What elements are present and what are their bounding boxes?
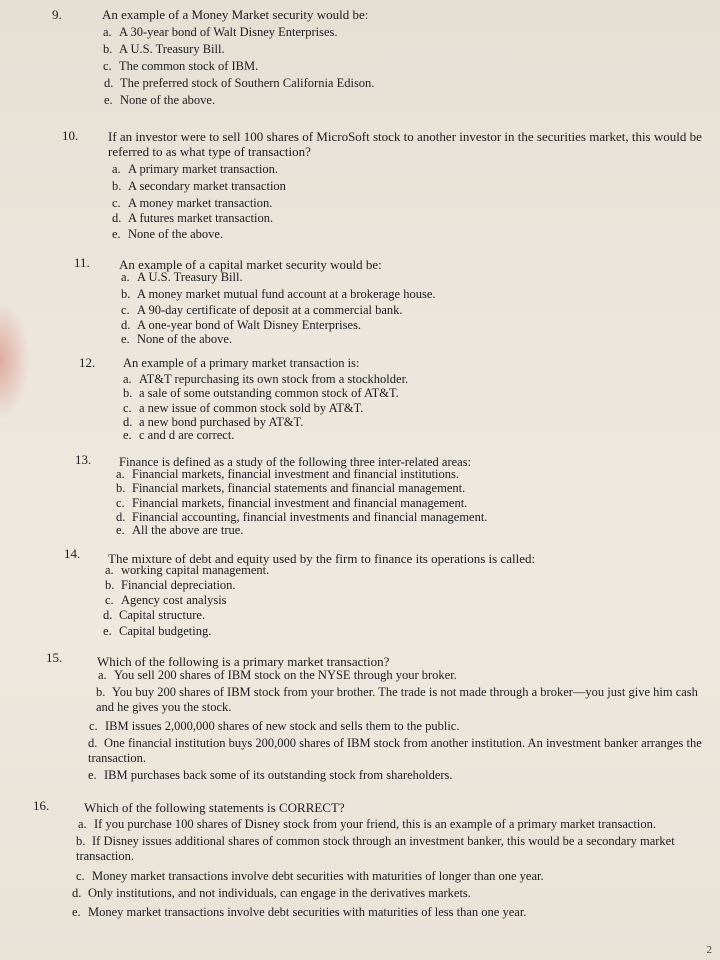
question-number: 10. <box>62 128 79 143</box>
option-text: a sale of some outstanding common stock of AT&T. <box>139 386 399 400</box>
option-letter: e. <box>104 93 113 107</box>
option-text: A 90-day certificate of deposit at a commercial bank. <box>137 303 403 317</box>
option-letter: a. <box>103 25 112 39</box>
option-letter: a. <box>105 563 114 577</box>
option-b <box>103 42 225 57</box>
option-letter: d. <box>72 886 82 900</box>
question-number: 9. <box>52 7 62 22</box>
option-b <box>116 481 465 496</box>
option-d <box>104 76 374 91</box>
option-e <box>121 332 232 347</box>
option-text: If you purchase 100 shares of Disney stock from your friend, this is an example of a primary market transaction. <box>94 817 656 831</box>
option-text: a new issue of common stock sold by AT&T. <box>139 401 364 415</box>
option-letter: d. <box>123 415 133 429</box>
option-a <box>78 817 656 832</box>
option-b <box>121 287 436 302</box>
option-text: Agency cost analysis <box>121 593 227 607</box>
option-letter: d. <box>116 510 126 524</box>
option-b <box>105 578 236 593</box>
question-prompt: An example of a Money Market security would be: <box>102 7 369 22</box>
option-letter: e. <box>121 332 130 346</box>
page-corner-mark: 2 <box>706 944 712 956</box>
finger-shadow <box>0 300 30 420</box>
option-e <box>104 93 215 108</box>
option-letter: b. <box>96 685 106 699</box>
option-letter: e. <box>103 624 112 638</box>
option-b <box>96 685 706 715</box>
option-text: One financial institution buys 200,000 shares of IBM stock from another institution. An investment banker arranges the transaction. <box>88 736 702 765</box>
option-b <box>76 834 712 864</box>
option-e <box>103 624 211 639</box>
option-letter: b. <box>103 42 113 56</box>
option-e <box>116 523 243 538</box>
option-d <box>72 886 471 901</box>
option-text: Money market transactions involve debt securities with maturities of less than one year. <box>88 905 527 919</box>
option-d <box>112 211 273 226</box>
option-c <box>112 196 272 211</box>
question-number: 11. <box>74 255 90 270</box>
option-text: Financial markets, financial investment and financial institutions. <box>132 467 460 481</box>
option-letter: c. <box>105 593 114 607</box>
option-letter: b. <box>112 179 122 193</box>
option-letter: d. <box>88 736 98 750</box>
option-e <box>72 905 526 920</box>
question-prompt: If an investor were to sell 100 shares of MicroSoft stock to another investor in the securities market, this would be referred to as what type of transaction? <box>108 129 702 159</box>
option-letter: a. <box>98 668 107 682</box>
option-text: Money market transactions involve debt securities with maturities of longer than one year. <box>92 869 544 883</box>
option-text: working capital management. <box>121 563 270 577</box>
option-letter: a. <box>116 467 125 481</box>
option-letter: d. <box>104 76 114 90</box>
option-a <box>123 372 408 387</box>
question-number: 14. <box>64 546 81 561</box>
option-text: None of the above. <box>137 332 233 346</box>
option-letter: d. <box>121 318 131 332</box>
question-number: 12. <box>79 355 96 370</box>
option-letter: e. <box>112 227 121 241</box>
option-text: AT&T repurchasing its own stock from a stockholder. <box>139 372 409 386</box>
option-a <box>112 162 278 177</box>
option-d <box>103 608 205 623</box>
option-text: The preferred stock of Southern California Edison. <box>120 76 375 90</box>
option-text: A 30-year bond of Walt Disney Enterprises. <box>119 25 338 39</box>
option-b <box>112 179 286 194</box>
option-text: None of the above. <box>120 93 216 107</box>
option-text: You sell 200 shares of IBM stock on the NYSE through your broker. <box>114 668 457 682</box>
option-e <box>123 428 234 443</box>
option-text: Capital budgeting. <box>119 624 212 638</box>
option-letter: a. <box>121 270 130 284</box>
option-letter: b. <box>76 834 86 848</box>
question-number: 15. <box>46 650 63 665</box>
option-letter: c. <box>89 719 98 733</box>
option-a <box>103 25 338 40</box>
option-text: c and d are correct. <box>139 428 235 442</box>
option-letter: e. <box>88 768 97 782</box>
question-prompt: The mixture of debt and equity used by the firm to finance its operations is called: <box>108 551 536 566</box>
option-text: A primary market transaction. <box>128 162 278 176</box>
question-prompt: An example of a primary market transaction is: <box>123 356 360 370</box>
option-letter: c. <box>116 496 125 510</box>
option-letter: b. <box>123 386 133 400</box>
option-letter: c. <box>76 869 85 883</box>
option-e <box>112 227 223 242</box>
option-text: You buy 200 shares of IBM stock from your brother. The trade is not made through a broker—you just give him cash and he gives you the stock. <box>96 685 698 714</box>
option-letter: d. <box>112 211 122 225</box>
option-text: A U.S. Treasury Bill. <box>137 270 243 284</box>
option-text: Financial depreciation. <box>121 578 236 592</box>
option-a <box>105 563 269 578</box>
option-c <box>116 496 467 511</box>
option-letter: e. <box>123 428 132 442</box>
option-letter: c. <box>123 401 132 415</box>
option-c <box>121 303 403 318</box>
option-d <box>88 736 708 766</box>
option-a <box>98 668 457 683</box>
option-letter: a. <box>123 372 132 386</box>
option-letter: c. <box>112 196 121 210</box>
option-text: All the above are true. <box>132 523 244 537</box>
option-text: A money market transaction. <box>128 196 273 210</box>
option-text: A secondary market transaction <box>128 179 286 193</box>
option-c <box>123 401 363 416</box>
question-prompt: Finance is defined as a study of the following three inter-related areas: <box>119 455 472 469</box>
question-prompt: Which of the following is a primary market transaction? <box>97 654 390 669</box>
question-prompt: An example of a capital market security would be: <box>119 257 382 272</box>
option-letter: a. <box>78 817 87 831</box>
option-b <box>123 386 399 401</box>
option-text: The common stock of IBM. <box>119 59 259 73</box>
option-text: A one-year bond of Walt Disney Enterprises. <box>137 318 362 332</box>
option-letter: d. <box>103 608 113 622</box>
option-text: Financial markets, financial investment and financial management. <box>132 496 468 510</box>
option-letter: b. <box>121 287 131 301</box>
option-letter: b. <box>105 578 115 592</box>
question-number: 16. <box>33 798 50 813</box>
option-text: Financial accounting, financial investments and financial management. <box>132 510 488 524</box>
option-letter: e. <box>116 523 125 537</box>
option-text: Financial markets, financial statements and financial management. <box>132 481 466 495</box>
question-prompt: Which of the following statements is CORRECT? <box>84 800 345 815</box>
option-c <box>105 593 227 608</box>
option-text: Capital structure. <box>119 608 206 622</box>
question-number: 13. <box>75 452 92 467</box>
option-d <box>121 318 361 333</box>
option-text: IBM issues 2,000,000 shares of new stock and sells them to the public. <box>105 719 460 733</box>
option-c <box>89 719 459 734</box>
option-text: If Disney issues additional shares of common stock through an investment banker, this would be a secondary market transaction. <box>76 834 675 863</box>
option-text: Only institutions, and not individuals, can engage in the derivatives markets. <box>88 886 471 900</box>
option-text: a new bond purchased by AT&T. <box>139 415 304 429</box>
option-letter: c. <box>121 303 130 317</box>
option-text: A futures market transaction. <box>128 211 274 225</box>
option-c <box>103 59 258 74</box>
option-text: None of the above. <box>128 227 224 241</box>
option-text: A money market mutual fund account at a brokerage house. <box>137 287 436 301</box>
option-a <box>116 467 459 482</box>
option-text: A U.S. Treasury Bill. <box>119 42 225 56</box>
option-c <box>76 869 544 884</box>
option-e <box>88 768 453 783</box>
option-letter: b. <box>116 481 126 495</box>
option-letter: c. <box>103 59 112 73</box>
option-letter: a. <box>112 162 121 176</box>
option-letter: e. <box>72 905 81 919</box>
option-a <box>121 270 243 285</box>
option-text: IBM purchases back some of its outstanding stock from shareholders. <box>104 768 453 782</box>
